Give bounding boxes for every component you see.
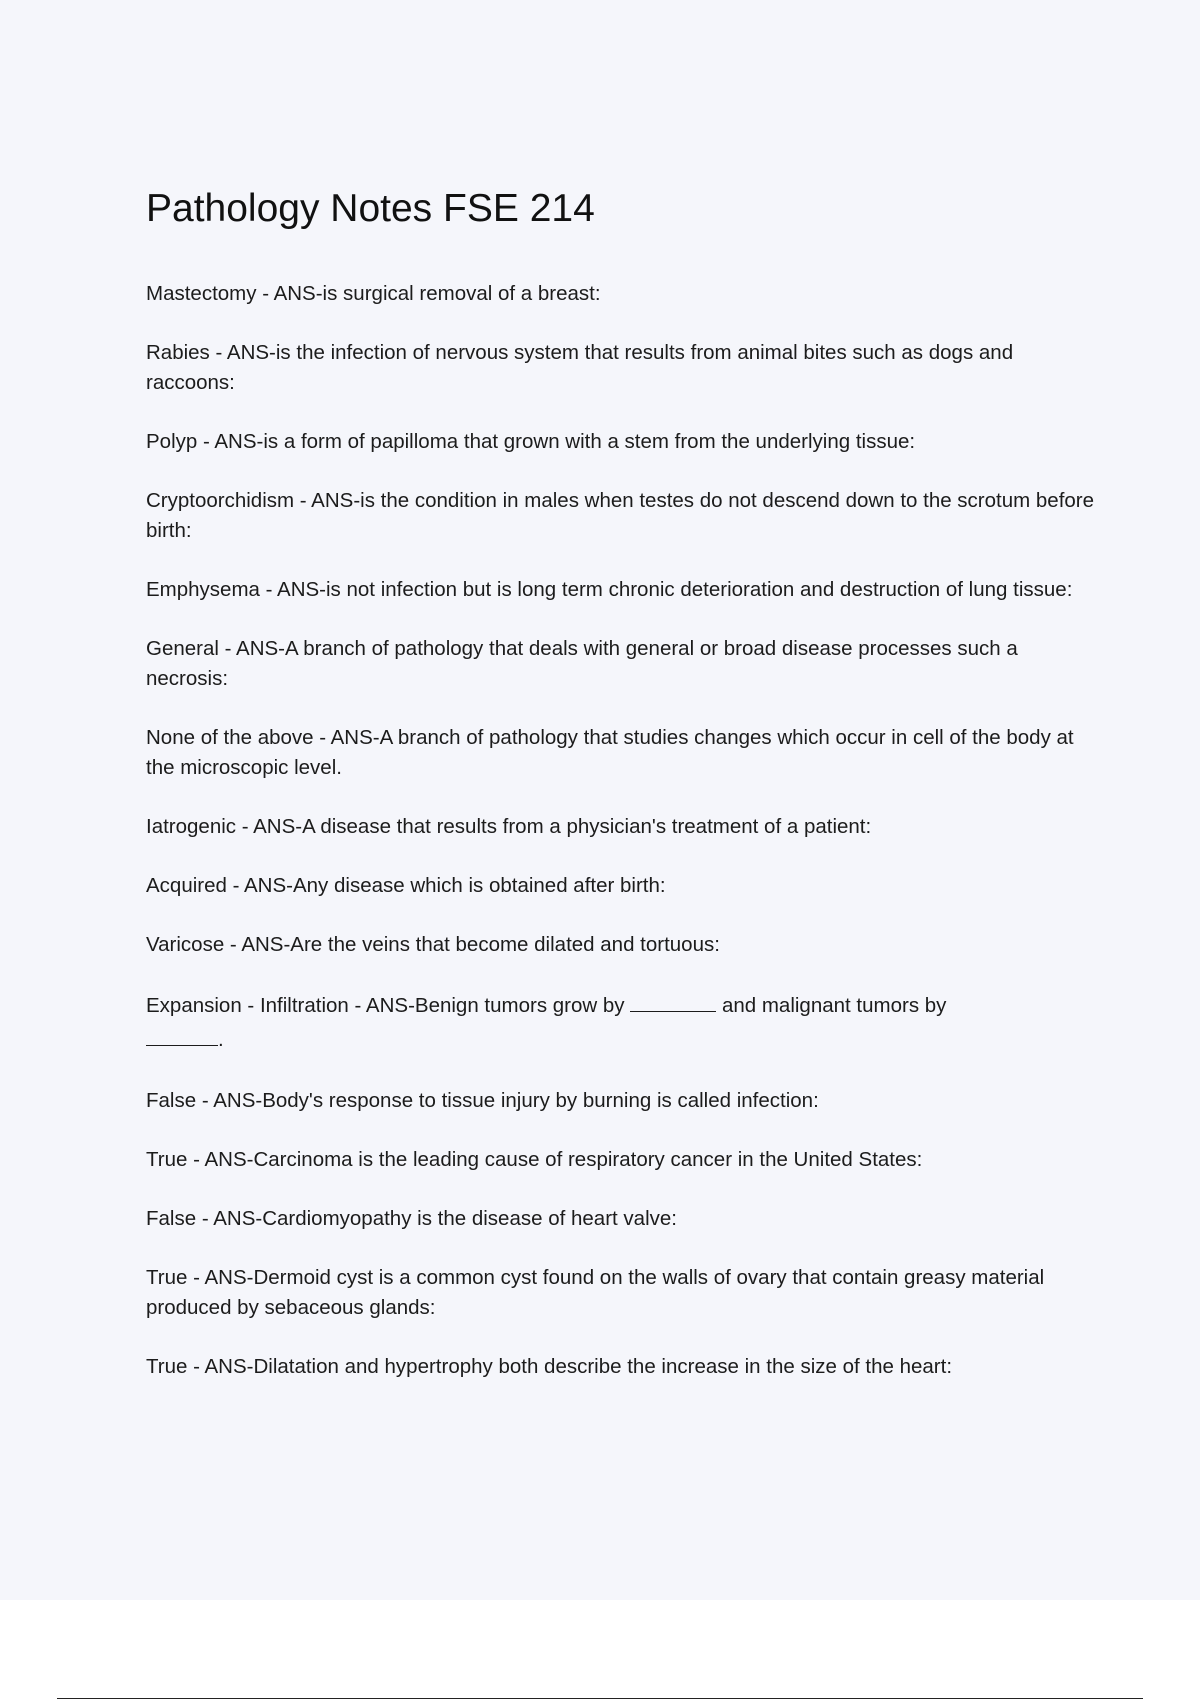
entry-rabies: Rabies - ANS-is the infection of nervous system that results from animal bites such as dogs and raccoons: xyxy=(146,341,1014,394)
entry-polyp: Polyp - ANS-is a form of papilloma that grown with a stem from the underlying tissue: xyxy=(146,430,916,453)
entry-false-cardiomyopathy: False - ANS-Cardiomyopathy is the disease of heart valve: xyxy=(146,1207,677,1230)
entry-true-carcinoma: True - ANS-Carcinoma is the leading cause of respiratory cancer in the United States: xyxy=(146,1148,923,1171)
fill-blank xyxy=(630,991,716,1013)
entry-mastectomy: Mastectomy - ANS-is surgical removal of a breast: xyxy=(146,282,601,305)
document-title: Pathology Notes FSE 214 xyxy=(146,187,595,230)
entry-false-burning: False - ANS-Body's response to tissue injury by burning is called infection: xyxy=(146,1089,819,1112)
document-content xyxy=(146,185,1096,1411)
entry-acquired: Acquired - ANS-Any disease which is obtained after birth: xyxy=(146,874,666,897)
entry-fill-part3: . xyxy=(218,1028,224,1051)
entry-expansion-infiltration xyxy=(146,989,1096,1057)
entry-cryptoorchidism: Cryptoorchidism - ANS-is the condition in males when testes do not descend down to the scrotum before birth: xyxy=(146,489,1095,542)
entry-true-dilatation: True - ANS-Dilatation and hypertrophy both describe the increase in the size of the heart: xyxy=(146,1355,953,1378)
entry-varicose: Varicose - ANS-Are the veins that become dilated and tortuous: xyxy=(146,933,720,956)
entry-emphysema: Emphysema - ANS-is not infection but is long term chronic deterioration and destruction of lung tissue: xyxy=(146,578,1073,601)
fill-blank xyxy=(146,1025,218,1047)
entry-fill-part1: Expansion - Infiltration - ANS-Benign tumors grow by xyxy=(146,994,631,1017)
entry-none-of-the-above: None of the above - ANS-A branch of pathology that studies changes which occur in cell of the body at the microscopic level. xyxy=(146,726,1074,779)
footer-rule xyxy=(57,1698,1143,1699)
entry-fill-part2: and malignant tumors by xyxy=(716,994,947,1017)
entry-iatrogenic: Iatrogenic - ANS-A disease that results from a physician's treatment of a patient: xyxy=(146,815,872,838)
entry-general: General - ANS-A branch of pathology that deals with general or broad disease processes such a necrosis: xyxy=(146,637,1018,690)
entry-true-dermoid-cyst: True - ANS-Dermoid cyst is a common cyst found on the walls of ovary that contain greasy material produced by sebaceous glands: xyxy=(146,1266,1045,1319)
